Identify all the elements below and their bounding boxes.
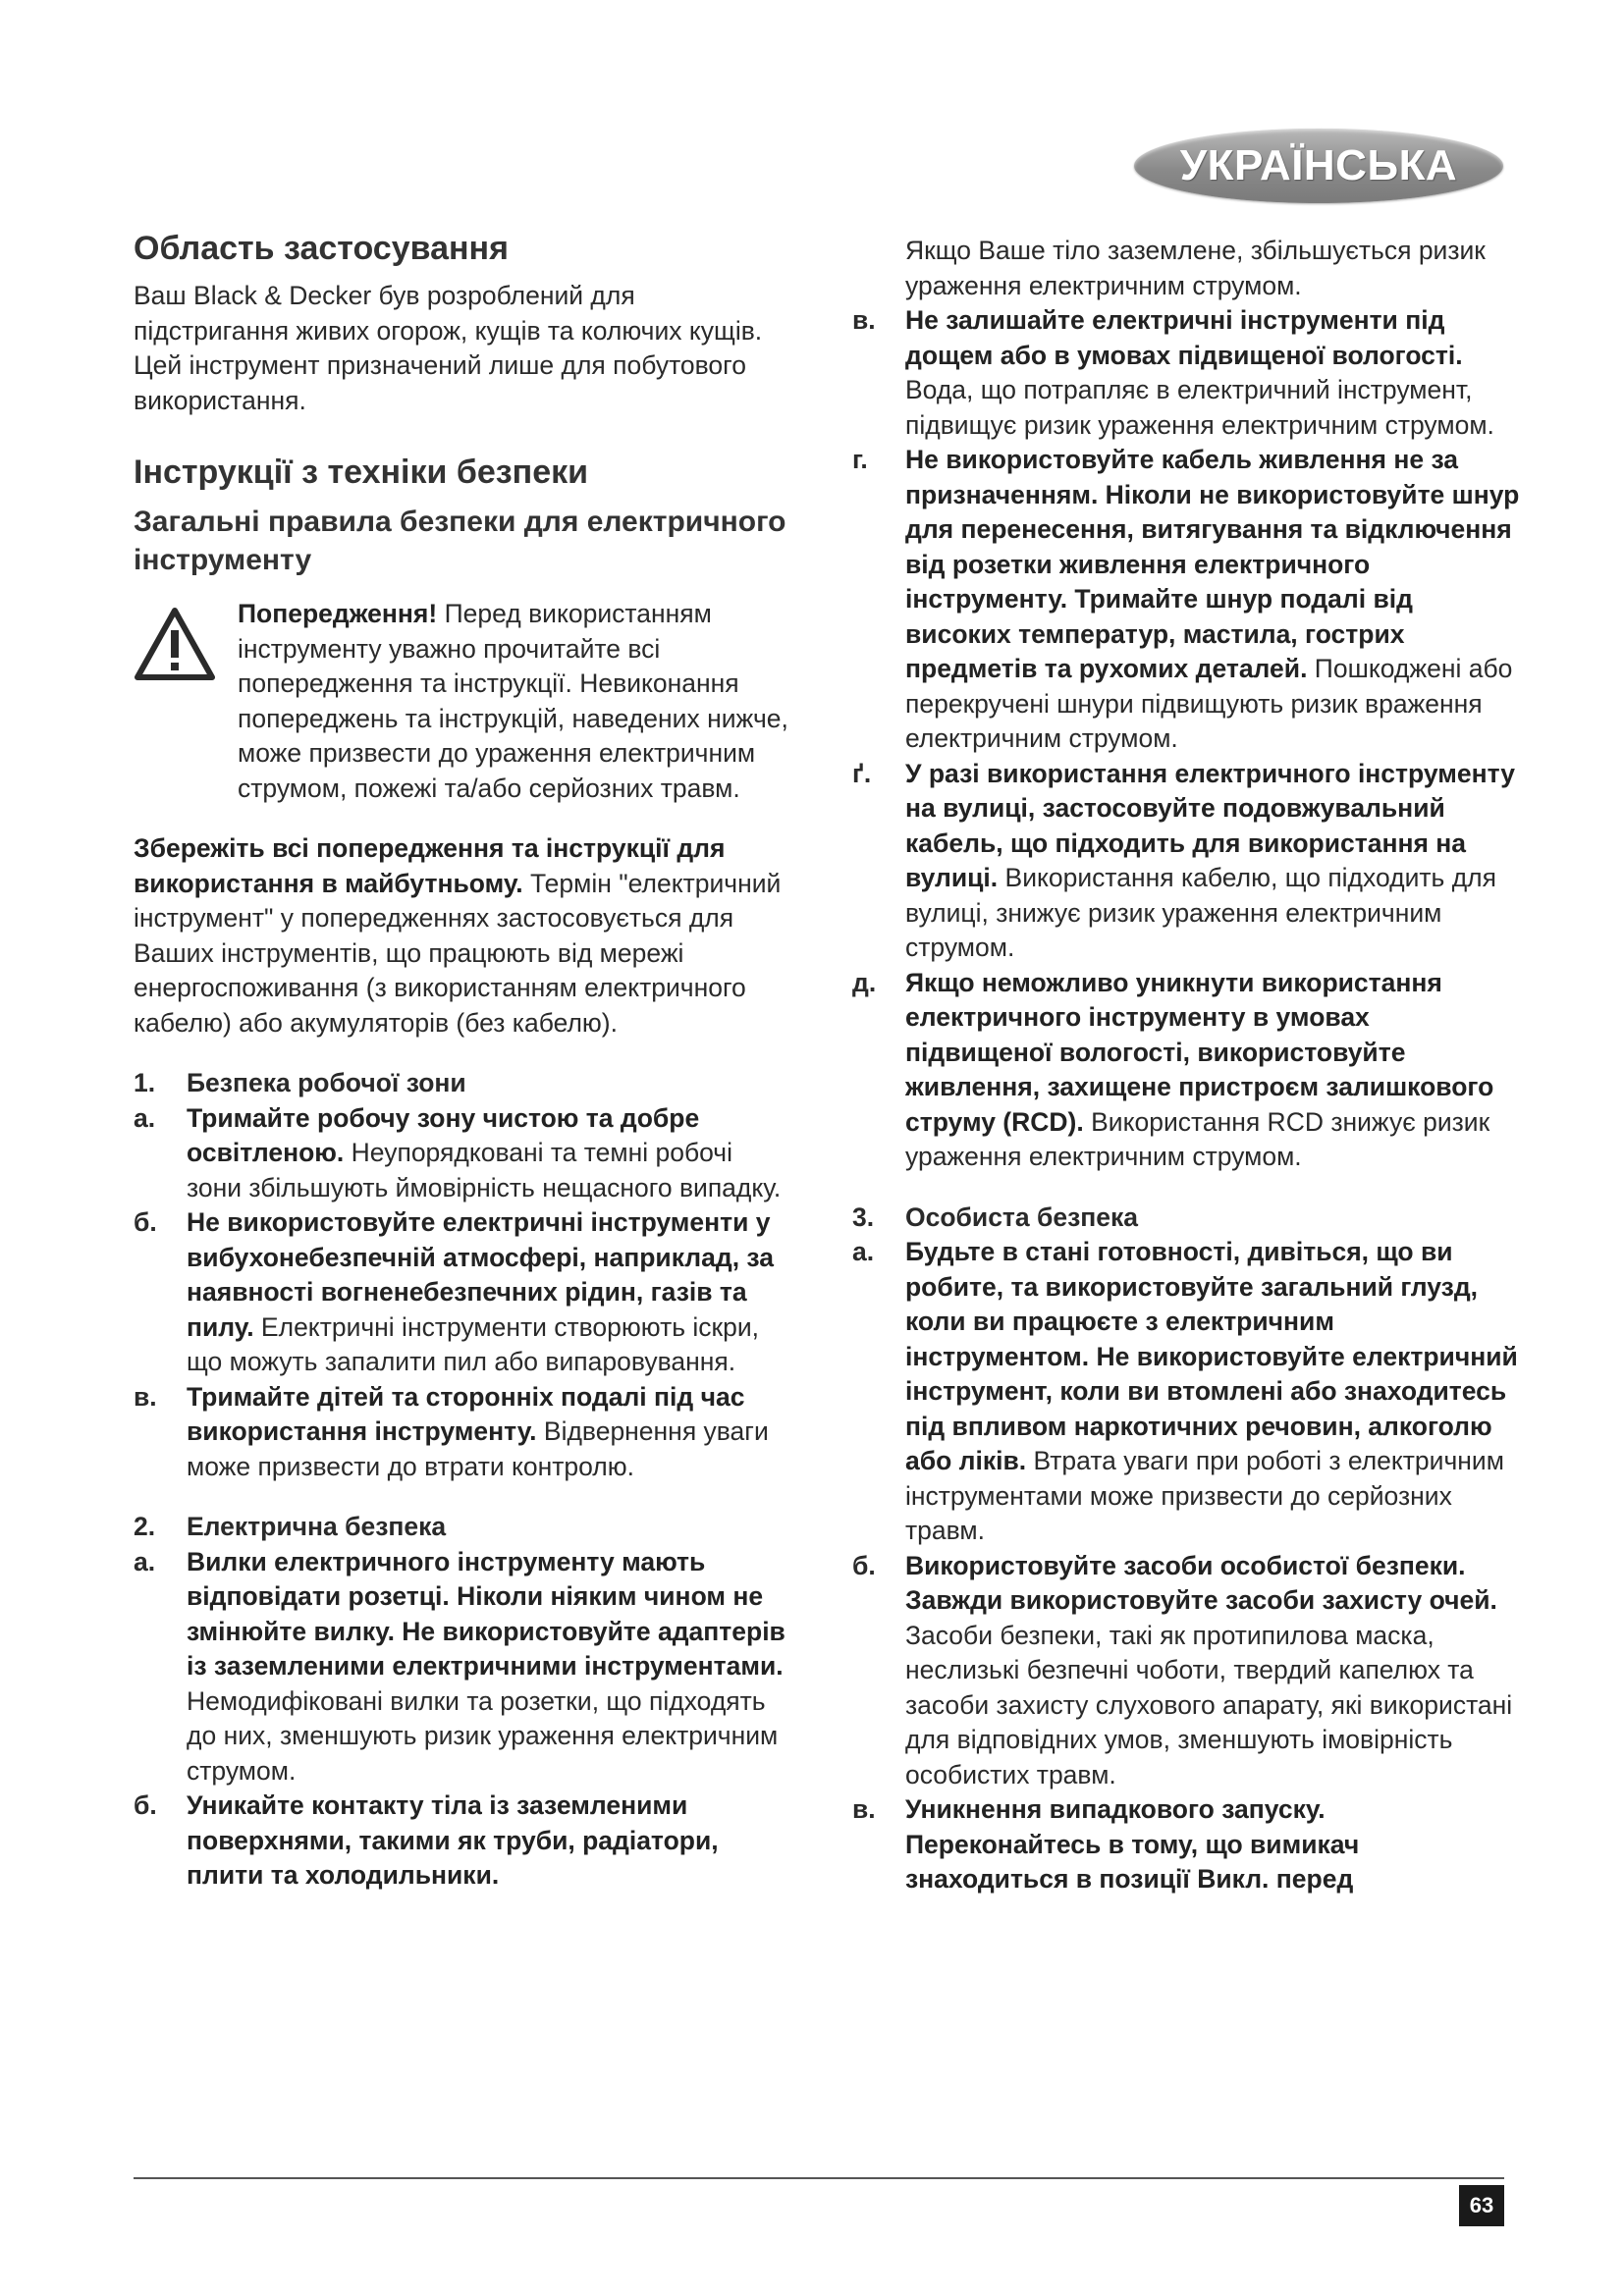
item-2b-mark: б.	[134, 1790, 157, 1820]
item-1a-mark: a.	[134, 1102, 156, 1133]
warning-paragraph	[238, 597, 793, 806]
item-1b-mark: б.	[134, 1207, 157, 1237]
item-2c-bold: Не залишайте електричні інструменти під дощем або в умовах підвищеної вологості.	[905, 305, 1463, 370]
item-2e-bold: У разі використання електричного інструменту на вулиці, застосовуйте подовжувальний кабель, що підходить для використання на вулиці.	[905, 758, 1515, 892]
item-2f	[852, 966, 1520, 1175]
item-2e-text: Використання кабелю, що підходить для вулиці, знижує ризик ураження електричним струмом.	[905, 863, 1496, 962]
item-2a	[134, 1545, 793, 1789]
heading-safety: Інструкції з техніки безпеки	[134, 454, 589, 491]
item-1a-text: Неупорядковані та темні робочі зони збільшують ймовірність нещасного випадку.	[187, 1138, 782, 1202]
save-instructions	[134, 831, 793, 1041]
item-2f-mark: д.	[852, 967, 877, 997]
item-3c-mark: в.	[852, 1794, 876, 1824]
save-instructions-bold: Збережіть всі попередження та інструкції для використання в майбутньому.	[134, 833, 726, 898]
item-2d-mark: г.	[852, 445, 868, 474]
item-2c-text: Вода, що потрапляє в електричний інструмент, підвищує ризик ураження електричним струмом.	[905, 375, 1494, 440]
item-3a-mark: a.	[852, 1237, 875, 1266]
item-2c-mark: в.	[852, 305, 876, 335]
item-3c-bold: Уникнення випадкового запуску. Переконайтесь в тому, що вимикач знаходиться в позиції Викл. перед	[905, 1794, 1360, 1894]
warning-label: Попередження!	[238, 599, 438, 628]
section-2-title	[134, 1510, 793, 1545]
item-1c	[134, 1380, 793, 1485]
heading-general-rules: Загальні правила безпеки для електричного інструменту	[134, 506, 786, 576]
item-2a-text: Немодифіковані вилки та розетки, що підходять до них, зменшують ризик ураження електричним струмом.	[187, 1685, 779, 1786]
section-3-number: 3.	[852, 1201, 875, 1232]
item-3b-bold: Використовуйте засоби особистої безпеки. Завжди використовуйте засоби захисту очей.	[905, 1550, 1497, 1615]
item-1b-bold: Не використовуйте електричні інструменти у вибухонебезпечній атмосфері, наприклад, за наявності вогненебезпечних рідин, газів та пилу.	[187, 1207, 774, 1342]
item-1a	[134, 1101, 793, 1206]
section-3-title	[852, 1201, 1520, 1236]
left-column	[134, 228, 793, 1894]
warning-text: Перед використанням інструменту уважно прочитайте всі попередження та інструкції. Невиконання попереджень та інструкцій, наведених нижче, може призвести до ураження електричним струмом, пожежі та/або серйозних травм.	[238, 599, 788, 803]
item-2b-bold: Уникайте контакту тіла із заземленими поверхнями, такими як труби, радіатори, плити та холодильники.	[187, 1790, 719, 1890]
section-1-title	[134, 1066, 793, 1101]
item-1a-bold: Тримайте робочу зону чистою та добре освітленою.	[187, 1102, 700, 1167]
item-2a-mark: a.	[134, 1546, 156, 1576]
item-2e-mark: ґ.	[852, 758, 872, 788]
warning-triangle-icon	[134, 607, 216, 681]
item-3a	[852, 1235, 1520, 1549]
item-2b	[134, 1789, 793, 1894]
item-1c-mark: в.	[134, 1381, 157, 1412]
language-label: УКРАЇНСЬКА	[1179, 141, 1458, 189]
item-1c-bold: Тримайте дітей та сторонніх подалі під час використання інструменту.	[187, 1381, 745, 1446]
item-2f-bold: Якщо неможливо уникнути використання електричного інструменту в умовах підвищеної вологості, використовуйте живлення, захищене пристроєм залишкового струму (RCD).	[905, 967, 1494, 1137]
item-2a-bold: Вилки електричного інструменту мають відповідати розетці. Ніколи ніяким чином не змінюйте вилку. Не використовуйте адаптерів із заземленими електричними інструментами.	[187, 1546, 785, 1681]
item-3c	[852, 1792, 1520, 1897]
item-3a-bold: Будьте в стані готовності, дивіться, що ви робите, та використовуйте загальний глузд, коли ви працюєте з електричним інструментом. Не використовуйте електричний інструмент, коли ви втомлені або знаходитесь під впливом наркотичних речовин, алкоголю або ліків.	[905, 1237, 1518, 1475]
item-2f-text: Використання RCD знижує ризик ураження електричним струмом.	[905, 1106, 1490, 1171]
section-2-label: Електрична безпека	[187, 1512, 447, 1541]
item-1b	[134, 1205, 793, 1380]
item-3b	[852, 1549, 1520, 1793]
item-2e	[852, 757, 1520, 966]
scope-text: Ваш Black & Decker був розроблений для підстригання живих огорож, кущів та колючих кущів. Цей інструмент призначений лише для побутового використання.	[134, 281, 763, 415]
language-badge	[1134, 129, 1503, 203]
warning-block	[134, 597, 793, 806]
section-1-number: 1.	[134, 1068, 156, 1097]
item-2d	[852, 443, 1520, 757]
save-instructions-text: Термін "електричний інструмент" у попередженнях застосовується для Ваших інструментів, що працюють від мережі енергоспоживання (з використанням електричного кабелю) або акумуляторів (без кабелю).	[134, 868, 782, 1038]
heading-scope: Область застосування	[134, 230, 509, 267]
section-3-label: Особиста безпека	[905, 1201, 1139, 1232]
right-column	[852, 234, 1520, 1897]
page-number: 63	[1459, 2185, 1504, 2226]
item-1c-text: Відвернення уваги може призвести до втрати контролю.	[187, 1416, 769, 1481]
section-2-number: 2.	[134, 1512, 156, 1541]
section-1-label: Безпека робочої зони	[187, 1068, 466, 1097]
item-2c	[852, 303, 1520, 443]
item-2d-text: Пошкоджені або перекручені шнури підвищують ризик враження електричним струмом.	[905, 654, 1513, 753]
item-2d-bold: Не використовуйте кабель живлення не за призначенням. Ніколи не використовуйте шнур для перенесення, витягування та відключення від розетки живлення електричного інструменту. Тримайте шнур подалі від високих температур, мастила, гострих предметів та рухомих деталей.	[905, 445, 1520, 683]
item-2b-continued: Якщо Ваше тіло заземлене, збільшується ризик ураження електричним струмом.	[905, 236, 1486, 300]
item-1b-text: Електричні інструменти створюють іскри, що можуть запалити пил або випаровування.	[187, 1311, 760, 1376]
item-3b-mark: б.	[852, 1550, 876, 1580]
footer-divider	[134, 2177, 1504, 2179]
item-3b-text: Засоби безпеки, такі як протипилова маска, неслизькі безпечні чоботи, твердий капелюх та засоби захисту слухового апарату, які використані для відповідних умов, зменшують імовірність особистих травм.	[905, 1620, 1513, 1789]
item-3a-text: Втрата уваги при роботі з електричним інструментами може призвести до серйозних травм.	[905, 1446, 1504, 1545]
